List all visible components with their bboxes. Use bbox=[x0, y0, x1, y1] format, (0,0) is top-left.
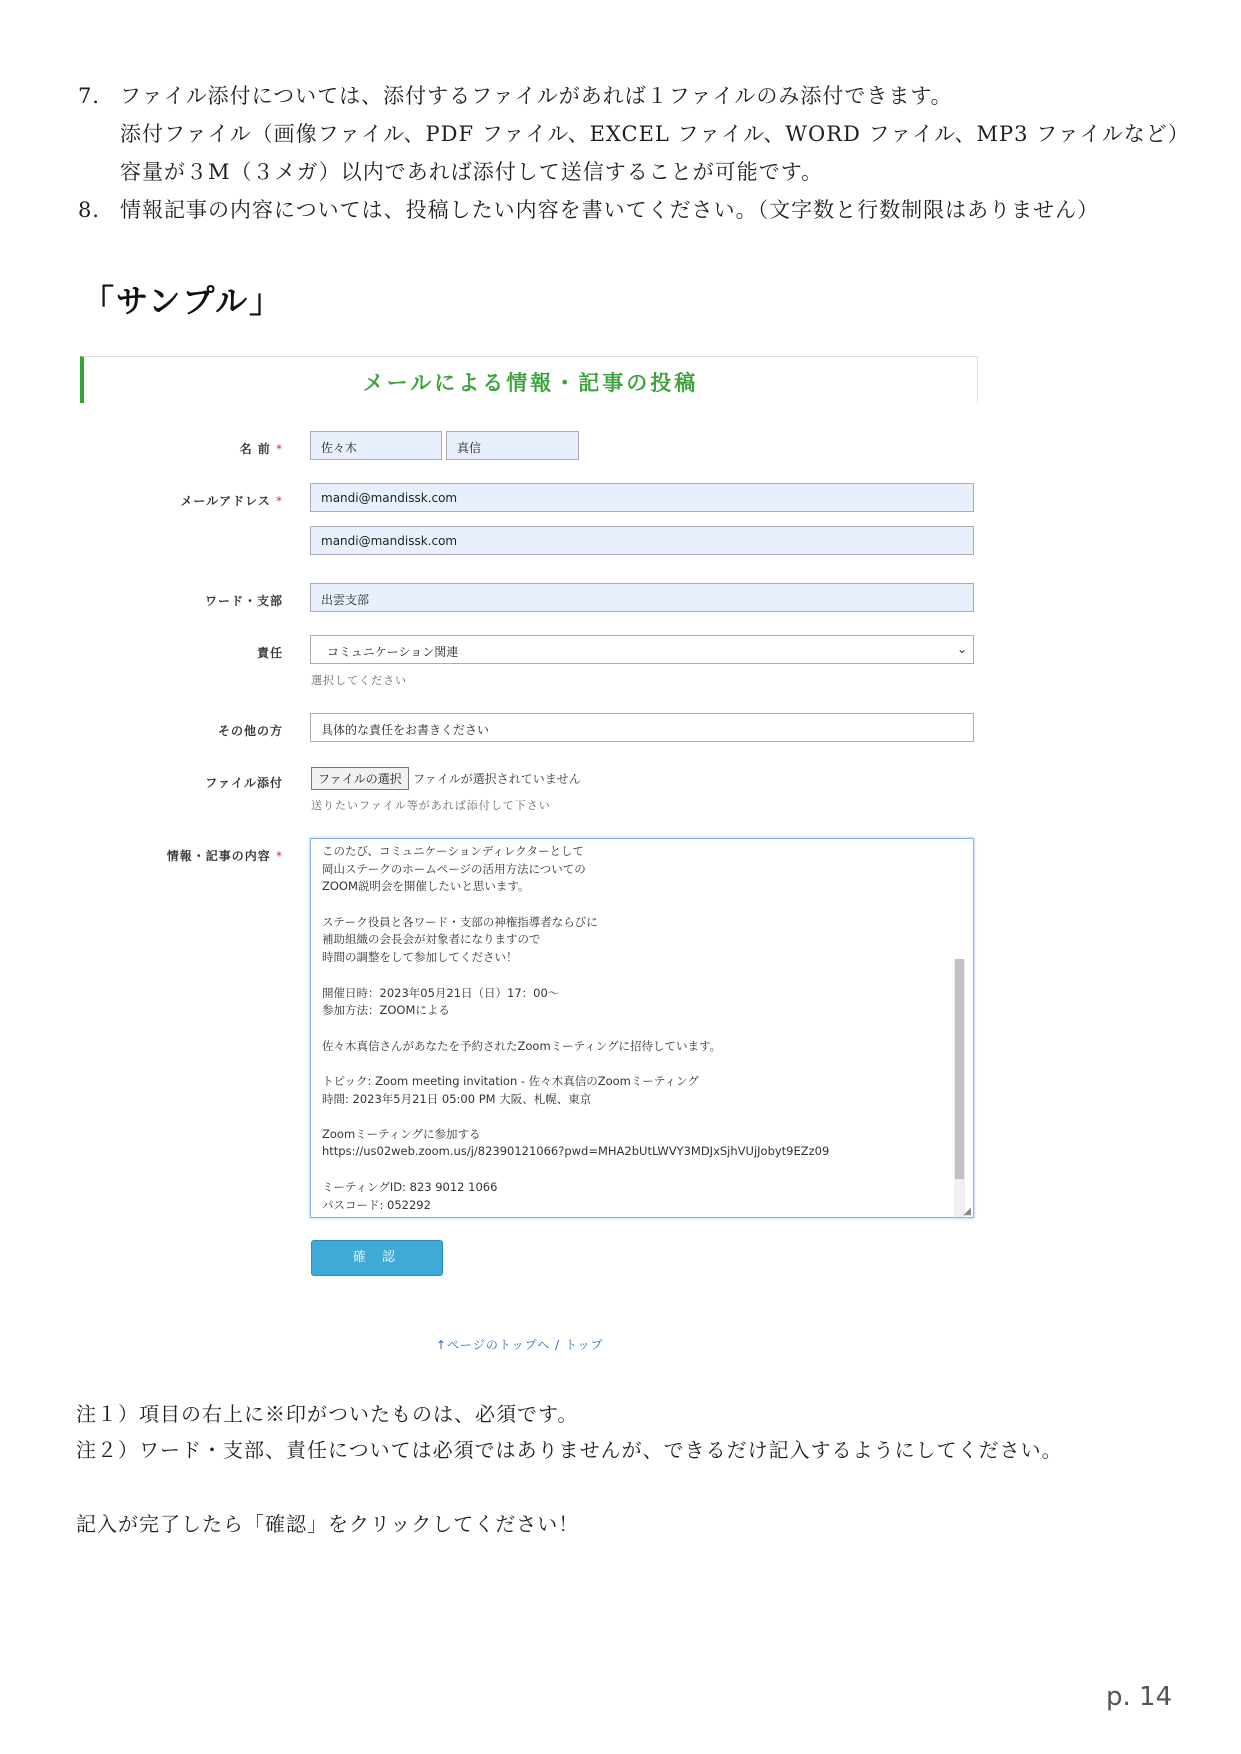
chevron-down-icon: ⌄ bbox=[956, 642, 967, 656]
role-select-value: コミュニケーション関連 bbox=[327, 645, 459, 659]
ward-input[interactable]: 出雲支部 bbox=[310, 583, 974, 612]
content-line: ミーティングID: 823 9012 1066 bbox=[322, 1180, 498, 1195]
sample-heading: 「サンプル」 bbox=[82, 282, 284, 320]
form-title-bar bbox=[80, 356, 978, 403]
other-role-input[interactable]: 具体的な責任をお書きください bbox=[310, 713, 974, 742]
first-name-input[interactable]: 真信 bbox=[446, 431, 579, 460]
role-label: 責任 bbox=[256, 646, 283, 660]
content-line: Zoomミーティングに参加する bbox=[322, 1127, 481, 1141]
note-2: 注２）ワード・支部、責任については必須ではありませんが、できるだけ記入するようにしてください。 bbox=[76, 1438, 1063, 1462]
note-3: 記入が完了したら「確認」をクリックしてください！ bbox=[76, 1512, 580, 1536]
textarea-scrollbar[interactable] bbox=[954, 959, 965, 1217]
name-label-text: 名 前 bbox=[239, 442, 271, 456]
note-1: 注１）項目の右上に※印がついたものは、必須です。 bbox=[76, 1402, 579, 1426]
role-hint: 選択してください bbox=[311, 674, 407, 687]
choose-file-button[interactable]: ファイルの選択 bbox=[311, 767, 409, 790]
item-8-number: 8． bbox=[78, 198, 115, 222]
content-line: パスコード: 052292 bbox=[322, 1197, 431, 1212]
content-lines bbox=[311, 839, 973, 1214]
content-line bbox=[311, 1161, 973, 1179]
content-line: ZOOM説明会を開催したいと思います。 bbox=[322, 879, 530, 894]
item-7-text: ファイル添付については、添付するファイルがあれば１ファイルのみ添付できます。 bbox=[120, 84, 953, 108]
content-line: ステーク役員と各ワード・支部の神権指導者ならびに bbox=[322, 914, 598, 929]
content-line bbox=[311, 1055, 973, 1073]
content-line: 参加方法：ZOOMによる bbox=[322, 1003, 450, 1018]
email-confirm-input[interactable]: mandi@mandissk.com bbox=[310, 526, 974, 555]
file-label: ファイル添付 bbox=[205, 776, 283, 790]
content-line: このたび、コミュニケーションディレクターとして bbox=[322, 844, 584, 858]
ward-label: ワード・支部 bbox=[204, 594, 283, 608]
item-8-line-1 bbox=[78, 194, 1099, 224]
last-name-input[interactable]: 佐々木 bbox=[310, 431, 442, 460]
required-mark: * bbox=[276, 849, 283, 863]
content-line: https://us02web.zoom.us/j/82390121066?pwd=MHA2bUtLWVY3MDJxSjhVUjJobyt9EZz09 bbox=[322, 1143, 830, 1158]
role-select[interactable] bbox=[310, 635, 974, 664]
page-number: p. 14 bbox=[1106, 1682, 1173, 1712]
content-line bbox=[311, 896, 973, 914]
item-7-line-2: 添付ファイル（画像ファイル、PDF ファイル、EXCEL ファイル、WORD ファイル、MP3 ファイルなど） bbox=[120, 122, 1190, 146]
file-hint: 送りたいファイル等があれば添付して下さい bbox=[311, 799, 551, 812]
name-label bbox=[240, 440, 283, 457]
required-mark: * bbox=[276, 442, 283, 456]
other-label: その他の方 bbox=[217, 724, 283, 738]
content-label-text: 情報・記事の内容 bbox=[166, 849, 271, 863]
content-line bbox=[311, 1108, 973, 1126]
content-line: 佐々木真信さんがあなたを予約されたZoomミーティングに招待しています。 bbox=[322, 1038, 722, 1053]
content-line: 岡山ステークのホームページの活用方法についての bbox=[322, 861, 586, 876]
confirm-button[interactable]: 確 認 bbox=[311, 1240, 443, 1276]
content-line bbox=[311, 1020, 973, 1038]
content-textarea[interactable] bbox=[310, 838, 974, 1218]
form-title: メールによる情報・記事の投稿 bbox=[362, 371, 699, 395]
item-7-line-1 bbox=[78, 80, 953, 110]
email-label bbox=[180, 492, 283, 509]
content-line: 時間の調整をして参加してください！ bbox=[322, 950, 518, 965]
content-line: 補助組織の会長会が対象者になりますので bbox=[322, 932, 541, 947]
content-line: トピック: Zoom meeting invitation - 佐々木真信のZoomミーティング bbox=[322, 1073, 699, 1088]
required-mark: * bbox=[276, 494, 283, 508]
scrollbar-thumb[interactable] bbox=[955, 959, 964, 1179]
content-line: 開催日時：2023年05月21日（日）17：00～ bbox=[322, 985, 560, 1000]
item-8-text: 情報記事の内容については、投稿したい内容を書いてください。（文字数と行数制限はありません） bbox=[120, 198, 1100, 222]
file-status: ファイルが選択されていません bbox=[413, 772, 581, 786]
email-label-text: メールアドレス bbox=[180, 494, 271, 508]
content-line bbox=[311, 967, 973, 985]
item-7-line-3: 容量が３M（３メガ）以内であれば添付して送信することが可能です。 bbox=[120, 160, 824, 184]
item-7-number: 7． bbox=[78, 84, 115, 108]
content-label bbox=[167, 847, 283, 864]
content-line: 時間: 2023年5月21日 05:00 PM 大阪、札幌、東京 bbox=[322, 1091, 592, 1106]
page-top-link[interactable]: ↑ページのトップへ / トップ bbox=[436, 1338, 604, 1352]
email-input[interactable]: mandi@mandissk.com bbox=[310, 483, 974, 512]
resize-handle-icon[interactable]: ◢ bbox=[963, 1206, 971, 1217]
